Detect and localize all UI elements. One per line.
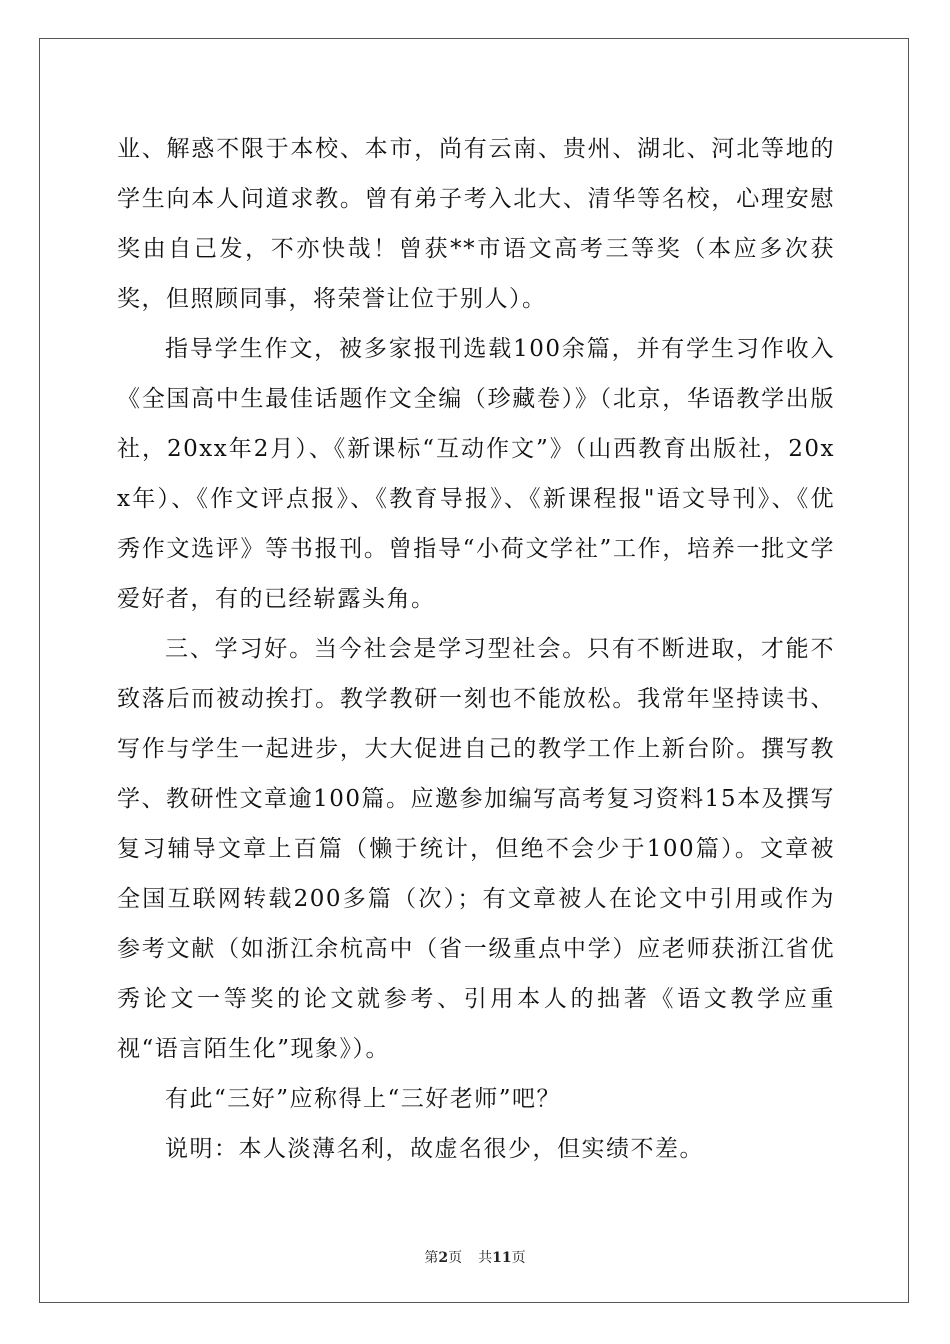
total-unit: 页 — [511, 1250, 526, 1266]
paragraph-continued: 业、解惑不限于本校、本市，尚有云南、贵州、湖北、河北等地的学生向本人问道求教。曾有弟子考入北大、清华等名校，心理安慰奖由自己发，不亦快哉！曾获**市语文高考三等奖（本应多次获奖，但照顾同事，将荣誉让位于别人）。 — [117, 136, 835, 312]
paragraph-writing-guidance: 指导学生作文，被多家报刊选载100余篇，并有学生习作收入《全国高中生最佳话题作文全编（珍藏卷）》（北京，华语教学出版社，20xx年2月）、《新课标“互动作文”》（山西教育出版社，20xx年）、《作文评点报》、《教育导报》、《新课程报"语文导刊》、《优秀作文选评》等书报刊。曾指导“小荷文学社”工作，培养一批文学爱好者，有的已经崭露头角。 — [117, 336, 835, 612]
paragraph-note: 说明：本人淡薄名利，故虚名很少，但实绩不差。 — [165, 1136, 704, 1162]
paragraph-three-good: 有此“三好”应称得上“三好老师”吧？ — [165, 1086, 562, 1112]
page-unit: 页 — [448, 1250, 463, 1266]
page-footer — [0, 1247, 950, 1267]
document-body — [117, 124, 835, 1174]
total-prefix: 共 — [478, 1250, 493, 1266]
page-total: 11 — [492, 1250, 512, 1266]
page-current: 2 — [438, 1250, 449, 1266]
page-prefix: 第 — [424, 1250, 439, 1266]
paragraph-study: 三、学习好。当今社会是学习型社会。只有不断进取，才能不致落后而被动挨打。教学教研一刻也不能放松。我常年坚持读书、写作与学生一起进步，大大促进自己的教学工作上新台阶。撰写教学、教研性文章逾100篇。应邀参加编写高考复习资料15本及撰写复习辅导文章上百篇（懒于统计，但绝不会少于100篇）。文章被全国互联网转载200多篇（次）；有文章被人在论文中引用或作为参考文献（如浙江余杭高中（省一级重点中学）应老师获浙江省优秀论文一等奖的论文就参考、引用本人的拙著《语文教学应重视“语言陌生化”现象》）。 — [117, 636, 835, 1062]
